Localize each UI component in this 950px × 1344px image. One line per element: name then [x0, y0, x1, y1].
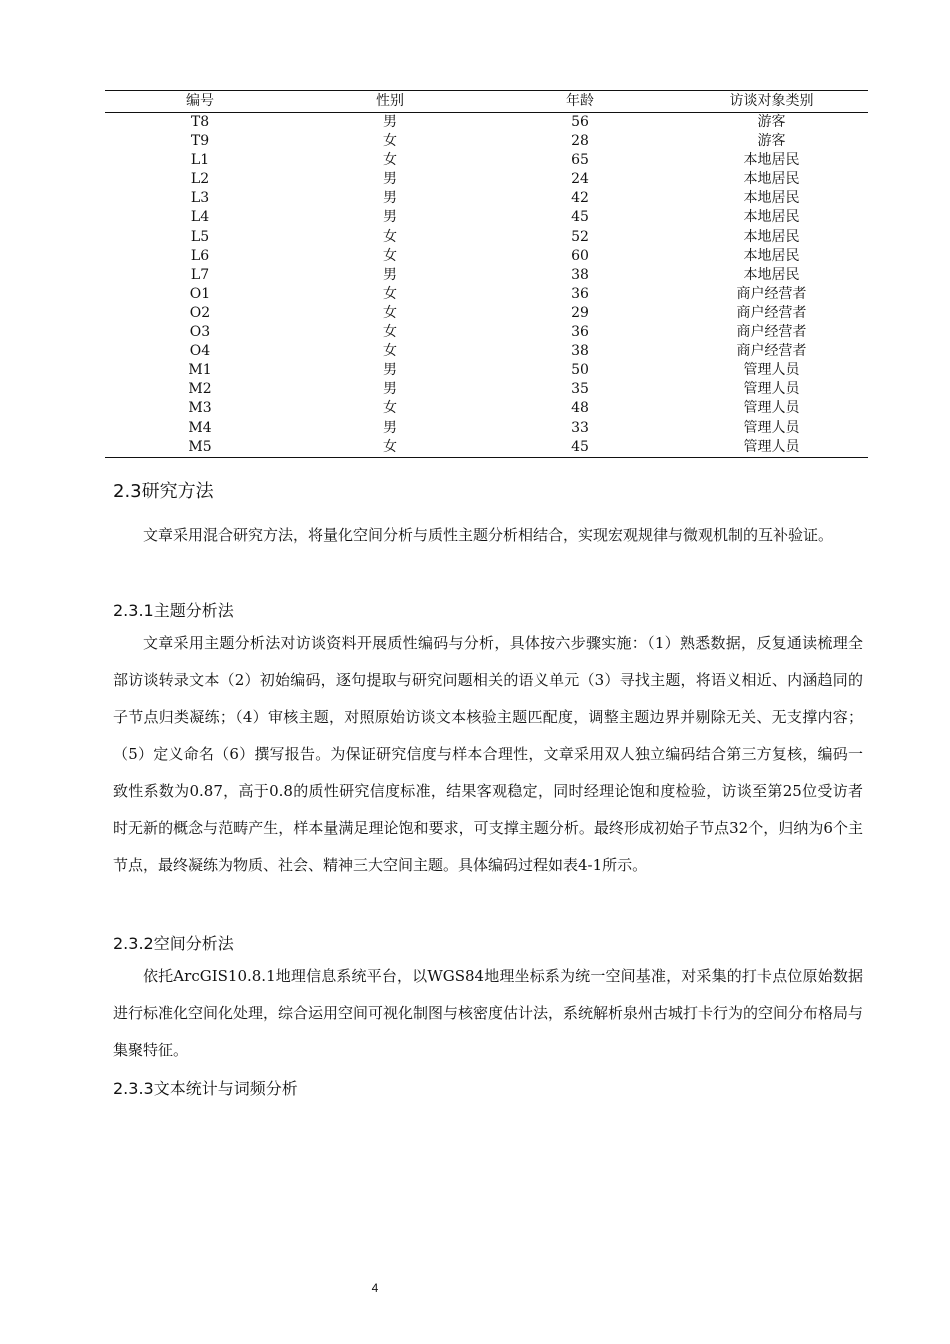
- cell-id: M1: [188, 362, 212, 379]
- cell-id: T9: [190, 133, 210, 150]
- header-category: 访谈对象类别: [675, 91, 868, 113]
- cell-id: L3: [190, 190, 210, 207]
- cell-category: 管理人员: [743, 400, 800, 417]
- cell-gender: 女: [383, 228, 397, 245]
- table-row: [105, 113, 868, 133]
- cell-id: O1: [189, 285, 211, 302]
- section-heading-2-3-3: 2.3.3文本统计与词频分析: [113, 1079, 298, 1098]
- cell-gender: 男: [383, 381, 397, 398]
- cell-id: L2: [190, 171, 210, 188]
- table-row: [105, 419, 868, 438]
- cell-category: 游客: [757, 133, 786, 150]
- table-row: [105, 151, 868, 170]
- section-heading-2-3: 2.3研究方法: [113, 481, 214, 502]
- table-row: [105, 399, 868, 418]
- cell-category: 本地居民: [743, 266, 800, 283]
- cell-age: 45: [571, 209, 589, 226]
- table-header-row: [105, 91, 868, 113]
- cell-gender: 男: [383, 209, 397, 226]
- cell-category: 商户经营者: [736, 304, 807, 321]
- cell-age: 60: [571, 247, 589, 264]
- cell-category: 商户经营者: [736, 324, 807, 341]
- table-row: [105, 266, 868, 285]
- cell-age: 36: [571, 324, 589, 341]
- table-row: [105, 342, 868, 361]
- cell-id: O3: [189, 324, 211, 341]
- table-row: [105, 285, 868, 304]
- paragraph-2-3-2: 依托ArcGIS10.8.1地理信息系统平台，以WGS84地理坐标系为统一空间基准，对采集的打卡点位原始数据进行标准化空间化处理，综合运用空间可视化制图与核密度估计法，系统解析泉州古城打卡行为的空间分布格局与集聚特征。: [113, 967, 864, 1059]
- table-row: [105, 361, 868, 380]
- cell-gender: 男: [383, 114, 397, 130]
- table-row: [105, 208, 868, 227]
- cell-id: L4: [190, 209, 210, 226]
- cell-id: L1: [190, 152, 210, 169]
- section-heading-2-3-1: 2.3.1主题分析法: [113, 601, 234, 620]
- cell-id: M5: [105, 438, 295, 458]
- header-gender: 性别: [295, 91, 485, 113]
- cell-category: 商户经营者: [736, 343, 807, 360]
- table-row: [105, 438, 868, 458]
- cell-category: 游客: [757, 114, 786, 130]
- cell-age: 35: [571, 381, 589, 398]
- cell-category: 本地居民: [743, 171, 800, 188]
- cell-id: O2: [189, 304, 211, 321]
- cell-gender: 女: [383, 247, 397, 264]
- cell-gender: 女: [383, 152, 397, 169]
- cell-gender: 男: [383, 419, 397, 436]
- cell-category: 管理人员: [675, 438, 868, 458]
- section-heading-2-3-2: 2.3.2空间分析法: [113, 934, 234, 953]
- cell-id: M2: [188, 381, 212, 398]
- cell-category: 本地居民: [743, 190, 800, 207]
- cell-category: 本地居民: [743, 247, 800, 264]
- cell-gender: 女: [295, 438, 485, 458]
- cell-gender: 男: [383, 362, 397, 379]
- table-row: [105, 323, 868, 342]
- cell-id: L7: [190, 266, 210, 283]
- cell-id: O4: [189, 343, 211, 360]
- cell-id: M3: [188, 400, 212, 417]
- cell-age: 24: [571, 171, 589, 188]
- cell-id: L6: [190, 247, 210, 264]
- cell-age: 52: [571, 228, 589, 245]
- cell-gender: 男: [383, 190, 397, 207]
- cell-age: 65: [571, 152, 589, 169]
- table-row: [105, 170, 868, 189]
- table-row: [105, 228, 868, 247]
- table-body: [105, 113, 868, 458]
- cell-id: T8: [190, 114, 210, 130]
- cell-age: 56: [571, 114, 589, 130]
- cell-id: L5: [190, 228, 210, 245]
- table-row: [105, 189, 868, 208]
- header-id: 编号: [105, 91, 295, 113]
- table-row: [105, 304, 868, 323]
- table-row: [105, 247, 868, 266]
- cell-category: 管理人员: [743, 362, 800, 379]
- cell-gender: 男: [383, 171, 397, 188]
- cell-age: 38: [571, 343, 589, 360]
- table-row: [105, 380, 868, 399]
- cell-gender: 女: [383, 304, 397, 321]
- cell-age: 42: [571, 190, 589, 207]
- cell-category: 本地居民: [743, 209, 800, 226]
- cell-category: 管理人员: [743, 381, 800, 398]
- cell-category: 本地居民: [743, 152, 800, 169]
- header-age: 年龄: [485, 91, 675, 113]
- cell-gender: 女: [383, 343, 397, 360]
- interviewee-table: [105, 90, 868, 458]
- paragraph-2-3: 文章采用混合研究方法，将量化空间分析与质性主题分析相结合，实现宏观规律与微观机制的互补验证。: [143, 526, 834, 544]
- cell-age: 29: [571, 304, 589, 321]
- cell-category: 商户经营者: [736, 285, 807, 302]
- cell-age: 48: [571, 400, 589, 417]
- cell-age: 28: [571, 133, 589, 150]
- cell-gender: 女: [383, 133, 397, 150]
- cell-gender: 女: [383, 400, 397, 417]
- cell-age: 33: [571, 419, 589, 436]
- cell-category: 管理人员: [743, 419, 800, 436]
- cell-age: 45: [485, 438, 675, 458]
- cell-age: 36: [571, 285, 589, 302]
- table-row: [105, 132, 868, 151]
- cell-gender: 女: [383, 324, 397, 341]
- cell-gender: 女: [383, 285, 397, 302]
- paragraph-2-3-1: 文章采用主题分析法对访谈资料开展质性编码与分析，具体按六步骤实施：（1）熟悉数据，反复通读梳理全部访谈转录文本（2）初始编码，逐句提取与研究问题相关的语义单元（3）寻找主题，将语义相近、内涵趋同的子节点归类凝练；（4）审核主题，对照原始访谈文本核验主题匹配度，调整主题边界并剔除无关、无支撑内容；（5）定义命名（6）撰写报告。为保证研究信度与样本合理性，文章采用双人独立编码结合第三方复核，编码一致性系数为0.87，高于0.8的质性研究信度标准，结果客观稳定，同时经理论饱和度检验，访谈至第25位受访者时无新的概念与范畴产生，样本量满足理论饱和要求，可支撑主题分析。最终形成初始子节点32个，归纳为6个主节点，最终凝练为物质、社会、精神三大空间主题。具体编码过程如表4-1所示。: [113, 634, 863, 874]
- cell-category: 本地居民: [743, 228, 800, 245]
- cell-age: 50: [571, 362, 589, 379]
- page-number: 4: [371, 1281, 379, 1295]
- cell-id: M4: [188, 419, 212, 436]
- cell-age: 38: [571, 266, 589, 283]
- cell-gender: 男: [383, 266, 397, 283]
